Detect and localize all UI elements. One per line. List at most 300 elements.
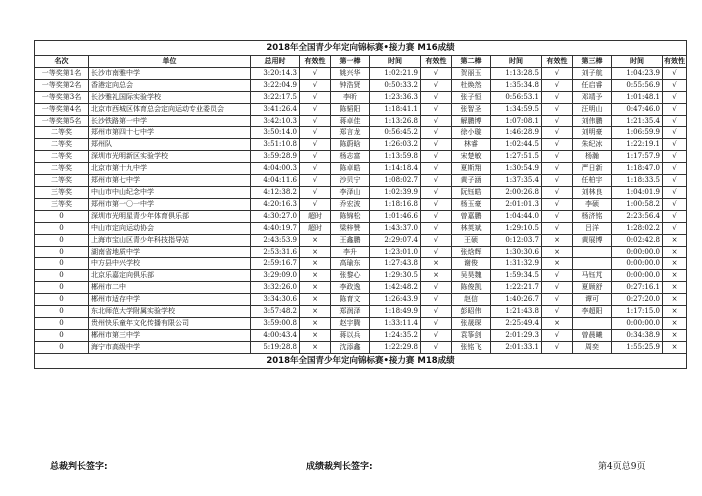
leg3-time-cell: 1:17:57.9: [612, 151, 663, 163]
leg2-runner-cell: 杜焕然: [452, 79, 491, 91]
rank-cell: 0: [35, 282, 89, 294]
total-time-cell: 3:41:26.4: [251, 103, 300, 115]
total-time-cell: 3:22:04.9: [251, 79, 300, 91]
column-header: 时间: [612, 56, 663, 68]
leg2-runner-cell: 张焓辉: [452, 246, 491, 258]
leg2-validity-cell: √: [542, 115, 573, 127]
leg2-runner-cell: 陈俊凯: [452, 282, 491, 294]
total-time-cell: 3:20:14.3: [251, 67, 300, 79]
leg3-time-cell: 1:06:59.9: [612, 127, 663, 139]
leg3-validity-cell: ×: [663, 317, 687, 329]
leg1-time-cell: 1:23:01.0: [370, 246, 421, 258]
leg3-validity-cell: ×: [663, 234, 687, 246]
rank-cell: 二等奖: [35, 175, 89, 187]
table-row: [35, 186, 687, 198]
leg2-runner-cell: 宋楚敏: [452, 151, 491, 163]
leg1-time-cell: 1:29:30.5: [370, 270, 421, 282]
leg2-time-cell: 2:01:33.1: [491, 341, 542, 353]
table-row: [35, 151, 687, 163]
total-time-cell: 4:20:16.3: [251, 198, 300, 210]
validity-cell: ×: [300, 234, 331, 246]
rank-cell: 0: [35, 294, 89, 306]
unit-cell: 郴州市二中: [89, 282, 251, 294]
total-time-cell: 3:29:09.0: [251, 270, 300, 282]
leg1-runner-cell: 郑润泽: [331, 306, 370, 318]
leg2-runner-cell: 徐小璇: [452, 127, 491, 139]
total-time-cell: 4:00:43.4: [251, 329, 300, 341]
leg2-validity-cell: √: [542, 198, 573, 210]
leg1-validity-cell: √: [421, 139, 452, 151]
leg3-validity-cell: √: [663, 151, 687, 163]
leg1-runner-cell: 高瑜东: [331, 258, 370, 270]
validity-cell: ×: [300, 270, 331, 282]
table-row: [35, 91, 687, 103]
leg3-time-cell: 1:55:25.9: [612, 341, 663, 353]
total-time-cell: 4:30:27.0: [251, 210, 300, 222]
validity-cell: √: [300, 163, 331, 175]
leg3-runner-cell: 任柏宇: [573, 175, 612, 187]
unit-cell: 湖南省地质中学: [89, 246, 251, 258]
leg1-time-cell: 1:22:29.8: [370, 341, 421, 353]
unit-cell: 贵州快乐童年文化传播有限公司: [89, 317, 251, 329]
leg3-validity-cell: √: [663, 186, 687, 198]
unit-cell: 北京乐嘉定向俱乐部: [89, 270, 251, 282]
leg1-time-cell: 1:42:48.2: [370, 282, 421, 294]
leg2-time-cell: 1:04:44.0: [491, 210, 542, 222]
leg3-validity-cell: √: [663, 91, 687, 103]
rank-cell: 0: [35, 222, 89, 234]
leg1-time-cell: 1:18:41.1: [370, 103, 421, 115]
leg2-validity-cell: √: [542, 329, 573, 341]
rank-cell: 0: [35, 234, 89, 246]
leg2-runner-cell: 袁筝剑: [452, 329, 491, 341]
column-header: 时间: [491, 56, 542, 68]
total-time-cell: 3:22:17.5: [251, 91, 300, 103]
leg1-time-cell: 0:56:45.2: [370, 127, 421, 139]
header-row: [35, 56, 687, 68]
total-time-cell: 3:34:30.6: [251, 294, 300, 306]
validity-cell: √: [300, 67, 331, 79]
total-time-cell: 3:32:26.0: [251, 282, 300, 294]
leg2-time-cell: 1:30:54.9: [491, 163, 542, 175]
leg3-time-cell: 1:17:15.0: [612, 306, 663, 318]
total-time-cell: 3:59:00.8: [251, 317, 300, 329]
validity-cell: √: [300, 91, 331, 103]
leg1-time-cell: 2:29:07.4: [370, 234, 421, 246]
unit-cell: 中山市定向运动协会: [89, 222, 251, 234]
leg1-runner-cell: 郑言龙: [331, 127, 370, 139]
total-time-cell: 4:12:38.2: [251, 186, 300, 198]
leg1-time-cell: 1:26:43.9: [370, 294, 421, 306]
leg1-runner-cell: 张黎心: [331, 270, 370, 282]
leg2-time-cell: 1:27:51.5: [491, 151, 542, 163]
column-header: 有效性: [542, 56, 573, 68]
unit-cell: 上海市宝山区青少年科技指导站: [89, 234, 251, 246]
leg1-runner-cell: 钟浩贤: [331, 79, 370, 91]
rank-cell: 一等奖第4名: [35, 103, 89, 115]
leg3-runner-cell: 黄展博: [573, 234, 612, 246]
column-header: 第三棒: [573, 56, 612, 68]
leg3-time-cell: 1:04:01.9: [612, 186, 663, 198]
rank-cell: 0: [35, 341, 89, 353]
leg2-runner-cell: 赵信: [452, 294, 491, 306]
leg2-validity-cell: √: [542, 103, 573, 115]
table-row: [35, 329, 687, 341]
table-row: [35, 103, 687, 115]
leg3-time-cell: 0:47:46.0: [612, 103, 663, 115]
leg2-validity-cell: ×: [542, 258, 573, 270]
leg1-runner-cell: 姚兴华: [331, 67, 370, 79]
leg2-runner-cell: 贺丽玉: [452, 67, 491, 79]
column-header: 时间: [370, 56, 421, 68]
leg3-runner-cell: 吕洋: [573, 222, 612, 234]
leg3-time-cell: 0:27:16.1: [612, 282, 663, 294]
validity-cell: ×: [300, 294, 331, 306]
total-time-cell: 4:04:11.6: [251, 175, 300, 187]
leg2-time-cell: 1:07:08.1: [491, 115, 542, 127]
leg2-time-cell: 1:13:28.5: [491, 67, 542, 79]
leg1-time-cell: 1:01:46.6: [370, 210, 421, 222]
leg1-time-cell: 1:14:18.4: [370, 163, 421, 175]
validity-cell: √: [300, 151, 331, 163]
results-table: [34, 40, 687, 369]
leg2-time-cell: 1:29:10.5: [491, 222, 542, 234]
table-row: [35, 139, 687, 151]
leg1-time-cell: 1:02:39.9: [370, 186, 421, 198]
leg2-runner-cell: 杨玉豪: [452, 198, 491, 210]
leg2-runner-cell: 王硕: [452, 234, 491, 246]
leg2-validity-cell: √: [542, 91, 573, 103]
total-time-cell: 3:59:28.9: [251, 151, 300, 163]
leg2-validity-cell: √: [542, 222, 573, 234]
leg1-validity-cell: √: [421, 317, 452, 329]
leg3-runner-cell: 汪明山: [573, 103, 612, 115]
leg2-time-cell: 2:25:49.4: [491, 317, 542, 329]
total-time-cell: 3:57:48.2: [251, 306, 300, 318]
leg3-validity-cell: ×: [663, 306, 687, 318]
table-row: [35, 67, 687, 79]
column-header: 有效性: [421, 56, 452, 68]
leg2-time-cell: 2:00:26.8: [491, 186, 542, 198]
table-row: [35, 317, 687, 329]
leg3-runner-cell: 严日新: [573, 163, 612, 175]
validity-cell: 超时: [300, 222, 331, 234]
total-time-cell: 3:51:10.8: [251, 139, 300, 151]
leg1-time-cell: 1:13:26.8: [370, 115, 421, 127]
unit-cell: 中山市中山纪念中学: [89, 186, 251, 198]
leg2-validity-cell: √: [542, 270, 573, 282]
leg1-runner-cell: 陈韬阳: [331, 103, 370, 115]
table-row: [35, 306, 687, 318]
validity-cell: ×: [300, 282, 331, 294]
unit-cell: 中方县中兴学校: [89, 258, 251, 270]
leg1-runner-cell: 李升: [331, 246, 370, 258]
leg2-validity-cell: √: [542, 79, 573, 91]
leg1-runner-cell: 李昕: [331, 91, 370, 103]
leg2-runner-cell: 黄子涵: [452, 175, 491, 187]
leg2-time-cell: 1:37:35.4: [491, 175, 542, 187]
table-row: [35, 258, 687, 270]
column-header: 第一棒: [331, 56, 370, 68]
leg2-runner-cell: 阮钰皓: [452, 186, 491, 198]
leg1-runner-cell: 梁梓赞: [331, 222, 370, 234]
leg2-validity-cell: √: [542, 210, 573, 222]
leg1-time-cell: 1:18:49.9: [370, 306, 421, 318]
rank-cell: 一等奖第5名: [35, 115, 89, 127]
unit-cell: 深圳市光明新区实验学校: [89, 151, 251, 163]
leg1-time-cell: 1:27:43.8: [370, 258, 421, 270]
leg1-validity-cell: √: [421, 210, 452, 222]
leg1-runner-cell: 陈蔚晗: [331, 139, 370, 151]
leg3-runner-cell: 刘伟鹏: [573, 115, 612, 127]
leg3-time-cell: 1:22:19.1: [612, 139, 663, 151]
leg1-time-cell: 0:50:33.2: [370, 79, 421, 91]
leg3-validity-cell: √: [663, 79, 687, 91]
validity-cell: ×: [300, 306, 331, 318]
leg2-validity-cell: √: [542, 139, 573, 151]
leg3-time-cell: 2:23:56.4: [612, 210, 663, 222]
rank-cell: 0: [35, 317, 89, 329]
leg2-validity-cell: √: [542, 175, 573, 187]
leg2-time-cell: 2:01:29.3: [491, 329, 542, 341]
leg2-time-cell: 0:12:03.7: [491, 234, 542, 246]
leg3-validity-cell: ×: [663, 341, 687, 353]
leg3-runner-cell: [573, 258, 612, 270]
leg2-validity-cell: √: [542, 151, 573, 163]
leg3-runner-cell: 刘子航: [573, 67, 612, 79]
leg2-runner-cell: 吴昊魏: [452, 270, 491, 282]
leg3-validity-cell: √: [663, 210, 687, 222]
leg1-validity-cell: √: [421, 341, 452, 353]
rank-cell: 二等奖: [35, 127, 89, 139]
leg3-runner-cell: 刘林良: [573, 186, 612, 198]
leg1-runner-cell: 乔宏波: [331, 198, 370, 210]
leg1-time-cell: 1:33:11.4: [370, 317, 421, 329]
leg3-runner-cell: 李硕: [573, 198, 612, 210]
leg2-validity-cell: √: [542, 282, 573, 294]
leg3-runner-cell: 谭可: [573, 294, 612, 306]
leg3-runner-cell: 曾晨曦: [573, 329, 612, 341]
leg2-validity-cell: √: [542, 294, 573, 306]
leg2-time-cell: 1:46:28.9: [491, 127, 542, 139]
leg1-runner-cell: 王鑫鹏: [331, 234, 370, 246]
table-row: [35, 127, 687, 139]
leg1-validity-cell: √: [421, 294, 452, 306]
leg3-time-cell: 0:34:38.9: [612, 329, 663, 341]
leg3-runner-cell: 周奕: [573, 341, 612, 353]
unit-cell: 郑州队: [89, 139, 251, 151]
validity-cell: √: [300, 198, 331, 210]
leg2-time-cell: 0:56:53.1: [491, 91, 542, 103]
leg2-runner-cell: 张智圣: [452, 103, 491, 115]
validity-cell: ×: [300, 341, 331, 353]
leg2-runner-cell: 曾嘉鹏: [452, 210, 491, 222]
leg2-runner-cell: 张晟琛: [452, 317, 491, 329]
leg2-runner-cell: 谢俊: [452, 258, 491, 270]
rank-cell: 0: [35, 258, 89, 270]
table-row: [35, 163, 687, 175]
leg2-validity-cell: √: [542, 163, 573, 175]
validity-cell: √: [300, 127, 331, 139]
leg3-validity-cell: ×: [663, 258, 687, 270]
table-row: [35, 294, 687, 306]
leg2-time-cell: 1:34:59.5: [491, 103, 542, 115]
leg2-validity-cell: √: [542, 67, 573, 79]
total-time-cell: 4:04:00.3: [251, 163, 300, 175]
rank-cell: 0: [35, 246, 89, 258]
leg3-time-cell: 0:00:00.0: [612, 246, 663, 258]
leg3-time-cell: 1:21:35.4: [612, 115, 663, 127]
leg2-time-cell: 1:21:43.8: [491, 306, 542, 318]
total-time-cell: 2:43:53.9: [251, 234, 300, 246]
table-row: [35, 234, 687, 246]
leg1-validity-cell: √: [421, 127, 452, 139]
rank-cell: 一等奖第3名: [35, 91, 89, 103]
leg3-time-cell: 0:27:20.0: [612, 294, 663, 306]
leg2-runner-cell: 夏斯翔: [452, 163, 491, 175]
leg1-time-cell: 1:13:59.8: [370, 151, 421, 163]
leg1-time-cell: 1:23:36.3: [370, 91, 421, 103]
rank-cell: 0: [35, 270, 89, 282]
leg2-runner-cell: 解鹏博: [452, 115, 491, 127]
leg3-time-cell: 0:55:56.9: [612, 79, 663, 91]
leg2-time-cell: 1:35:34.8: [491, 79, 542, 91]
total-time-cell: 2:53:31.6: [251, 246, 300, 258]
leg2-validity-cell: ×: [542, 234, 573, 246]
rank-cell: 0: [35, 210, 89, 222]
leg2-time-cell: 2:01:01.3: [491, 198, 542, 210]
table-row: [35, 246, 687, 258]
unit-cell: 北京市西城区体育总会定向运动专业委员会: [89, 103, 251, 115]
unit-cell: 郑州市第一〇一中学: [89, 198, 251, 210]
leg3-runner-cell: 任启睿: [573, 79, 612, 91]
leg1-runner-cell: 李泽山: [331, 186, 370, 198]
column-header: 有效性: [663, 56, 687, 68]
leg3-runner-cell: 马钰芃: [573, 270, 612, 282]
next-table-title: 2018年全国青少年定向锦标赛•接力赛 M18成绩: [35, 353, 687, 368]
table-body: [35, 67, 687, 353]
leg1-time-cell: 1:02:21.9: [370, 67, 421, 79]
page-number: 第4页总9页: [598, 462, 646, 472]
total-time-cell: 2:59:16.7: [251, 258, 300, 270]
column-header: 有效性: [300, 56, 331, 68]
validity-cell: ×: [300, 317, 331, 329]
table-row: [35, 222, 687, 234]
leg1-validity-cell: √: [421, 91, 452, 103]
leg1-validity-cell: √: [421, 151, 452, 163]
validity-cell: √: [300, 175, 331, 187]
unit-cell: 郑州市第四十七中学: [89, 127, 251, 139]
table-row: [35, 210, 687, 222]
unit-cell: 香港定向总会: [89, 79, 251, 91]
leg3-validity-cell: √: [663, 115, 687, 127]
validity-cell: √: [300, 79, 331, 91]
table-row: [35, 175, 687, 187]
leg1-validity-cell: √: [421, 234, 452, 246]
leg1-time-cell: 1:08:02.7: [370, 175, 421, 187]
results-sheet: [34, 40, 685, 369]
leg1-time-cell: 1:18:16.8: [370, 198, 421, 210]
leg1-validity-cell: √: [421, 175, 452, 187]
leg3-runner-cell: 杨济铭: [573, 210, 612, 222]
unit-cell: 长沙铁路第一中学: [89, 115, 251, 127]
leg1-runner-cell: 陈锦松: [331, 210, 370, 222]
leg2-validity-cell: √: [542, 341, 573, 353]
table-row: [35, 341, 687, 353]
leg3-time-cell: 1:00:58.2: [612, 198, 663, 210]
leg1-validity-cell: √: [421, 282, 452, 294]
validity-cell: ×: [300, 258, 331, 270]
leg1-time-cell: 1:43:37.0: [370, 222, 421, 234]
leg1-validity-cell: √: [421, 163, 452, 175]
leg3-runner-cell: 朱纪冰: [573, 139, 612, 151]
leg2-time-cell: 1:22:21.7: [491, 282, 542, 294]
leg3-runner-cell: [573, 246, 612, 258]
chief-judge-signature-label: 总裁判长签字:: [50, 462, 108, 472]
leg2-time-cell: 1:59:34.5: [491, 270, 542, 282]
validity-cell: √: [300, 103, 331, 115]
leg3-validity-cell: ×: [663, 246, 687, 258]
total-time-cell: 5:19:28.8: [251, 341, 300, 353]
rank-cell: 0: [35, 329, 89, 341]
validity-cell: ×: [300, 329, 331, 341]
leg2-runner-cell: 彭昭伟: [452, 306, 491, 318]
validity-cell: √: [300, 186, 331, 198]
leg1-runner-cell: 赵宇腾: [331, 317, 370, 329]
column-header: 总用时: [251, 56, 300, 68]
leg2-validity-cell: √: [542, 186, 573, 198]
leg3-runner-cell: 邓靖予: [573, 91, 612, 103]
leg3-validity-cell: √: [663, 175, 687, 187]
leg2-runner-cell: 张子恒: [452, 91, 491, 103]
leg3-validity-cell: ×: [663, 282, 687, 294]
column-header: 名次: [35, 56, 89, 68]
leg2-time-cell: 1:31:32.9: [491, 258, 542, 270]
total-time-cell: 3:50:14.0: [251, 127, 300, 139]
table-row: [35, 270, 687, 282]
leg1-validity-cell: √: [421, 246, 452, 258]
leg1-validity-cell: ×: [421, 270, 452, 282]
leg1-runner-cell: 蒋以兵: [331, 329, 370, 341]
total-time-cell: 4:40:19.7: [251, 222, 300, 234]
rank-cell: 一等奖第1名: [35, 67, 89, 79]
leg3-time-cell: 1:18:33.5: [612, 175, 663, 187]
results-judge-signature-label: 成绩裁判长签字:: [306, 462, 373, 472]
rank-cell: 二等奖: [35, 163, 89, 175]
total-time-cell: 3:42:10.3: [251, 115, 300, 127]
leg3-validity-cell: √: [663, 222, 687, 234]
leg1-runner-cell: 杨志富: [331, 151, 370, 163]
leg1-validity-cell: √: [421, 79, 452, 91]
leg2-time-cell: 1:02:44.5: [491, 139, 542, 151]
leg3-validity-cell: ×: [663, 329, 687, 341]
leg2-time-cell: 1:30:30.6: [491, 246, 542, 258]
leg1-validity-cell: √: [421, 103, 452, 115]
unit-cell: 海宁市高级中学: [89, 341, 251, 353]
leg3-time-cell: 0:00:00.0: [612, 270, 663, 282]
leg3-validity-cell: √: [663, 163, 687, 175]
leg3-validity-cell: ×: [663, 270, 687, 282]
leg1-runner-cell: 李政逸: [331, 282, 370, 294]
leg1-runner-cell: 陈育文: [331, 294, 370, 306]
leg3-validity-cell: √: [663, 103, 687, 115]
leg3-validity-cell: √: [663, 139, 687, 151]
leg1-runner-cell: 沈添鑫: [331, 341, 370, 353]
rank-cell: 三等奖: [35, 198, 89, 210]
column-header: 单位: [89, 56, 251, 68]
rank-cell: 0: [35, 306, 89, 318]
leg2-validity-cell: √: [542, 127, 573, 139]
